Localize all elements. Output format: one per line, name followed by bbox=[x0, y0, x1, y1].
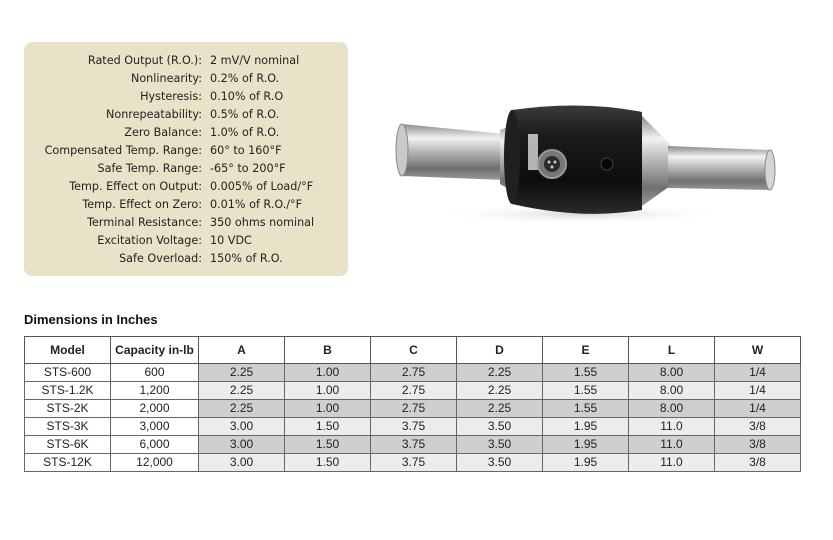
table-cell: 8.00 bbox=[629, 382, 715, 400]
table-cell: 1.00 bbox=[285, 400, 371, 418]
table-row bbox=[25, 364, 801, 382]
table-cell: 1.95 bbox=[543, 418, 629, 436]
spec-label: Nonlinearity: bbox=[130, 72, 202, 85]
spec-row bbox=[24, 160, 348, 178]
column-header: L bbox=[629, 337, 715, 364]
spec-row bbox=[24, 70, 348, 88]
column-header: A bbox=[199, 337, 285, 364]
spec-label: Nonrepeatability: bbox=[105, 108, 202, 121]
table-cell: STS-6K bbox=[25, 436, 111, 454]
spec-row bbox=[24, 142, 348, 160]
spec-label: Safe Overload: bbox=[119, 252, 202, 265]
table-cell: 2.75 bbox=[371, 400, 457, 418]
spec-label: Zero Balance: bbox=[124, 126, 202, 139]
table-cell: 1.50 bbox=[285, 418, 371, 436]
spec-value: 150% of R.O. bbox=[210, 252, 283, 265]
spec-value: 0.005% of Load/°F bbox=[210, 180, 314, 193]
table-cell: STS-3K bbox=[25, 418, 111, 436]
spec-row bbox=[24, 196, 348, 214]
table-cell: 2.25 bbox=[199, 364, 285, 382]
spec-label: Temp. Effect on Output: bbox=[69, 180, 202, 193]
table-cell: 11.0 bbox=[629, 418, 715, 436]
spec-value: 60° to 160°F bbox=[210, 144, 282, 157]
table-cell: 3.75 bbox=[371, 454, 457, 472]
table-row bbox=[25, 382, 801, 400]
table-cell: 2.25 bbox=[457, 364, 543, 382]
table-cell: 11.0 bbox=[629, 436, 715, 454]
table-cell: 1,200 bbox=[111, 382, 199, 400]
table-cell: 3,000 bbox=[111, 418, 199, 436]
table-row bbox=[25, 418, 801, 436]
table-cell: 1.95 bbox=[543, 454, 629, 472]
spec-row bbox=[24, 214, 348, 232]
table-cell: 3/8 bbox=[715, 454, 801, 472]
spec-label: Rated Output (R.O.): bbox=[87, 54, 202, 67]
table-cell: 3.75 bbox=[371, 418, 457, 436]
table-cell: 3.50 bbox=[457, 418, 543, 436]
spec-value: 0.5% of R.O. bbox=[210, 108, 280, 121]
table-cell: 3.50 bbox=[457, 436, 543, 454]
spec-value: 350 ohms nominal bbox=[210, 216, 315, 229]
spec-value: 0.2% of R.O. bbox=[210, 72, 280, 85]
table-cell: 1.55 bbox=[543, 400, 629, 418]
column-header: Capacity in-lb bbox=[111, 337, 199, 364]
table-cell: 2.25 bbox=[457, 382, 543, 400]
dimensions-title: Dimensions in Inches bbox=[24, 312, 158, 327]
table-row bbox=[25, 436, 801, 454]
column-header: D bbox=[457, 337, 543, 364]
table-cell: 2.25 bbox=[199, 382, 285, 400]
column-header: B bbox=[285, 337, 371, 364]
spec-row bbox=[24, 52, 348, 70]
table-cell: 2.75 bbox=[371, 382, 457, 400]
table-cell: 3/8 bbox=[715, 436, 801, 454]
spec-value: 10 VDC bbox=[210, 234, 252, 247]
table-row bbox=[25, 400, 801, 418]
column-header: W bbox=[715, 337, 801, 364]
spec-value: 0.01% of R.O./°F bbox=[210, 198, 303, 211]
table-header-row bbox=[25, 337, 801, 364]
table-cell: 1.00 bbox=[285, 382, 371, 400]
table-cell: STS-600 bbox=[25, 364, 111, 382]
torque-sensor-image bbox=[392, 92, 780, 226]
table-cell: 3.00 bbox=[199, 454, 285, 472]
spec-label: Temp. Effect on Zero: bbox=[82, 198, 202, 211]
table-cell: 1/4 bbox=[715, 400, 801, 418]
spec-row bbox=[24, 88, 348, 106]
spec-label: Compensated Temp. Range: bbox=[44, 144, 202, 157]
table-cell: 12,000 bbox=[111, 454, 199, 472]
table-cell: 1.00 bbox=[285, 364, 371, 382]
table-cell: 3.50 bbox=[457, 454, 543, 472]
table-cell: STS-12K bbox=[25, 454, 111, 472]
spec-row bbox=[24, 178, 348, 196]
spec-label: Hysteresis: bbox=[140, 90, 202, 103]
spec-row bbox=[24, 106, 348, 124]
table-cell: 2.75 bbox=[371, 364, 457, 382]
table-cell: 11.0 bbox=[629, 454, 715, 472]
table-cell: 3.75 bbox=[371, 436, 457, 454]
spec-label: Excitation Voltage: bbox=[97, 234, 202, 247]
table-cell: 1/4 bbox=[715, 382, 801, 400]
spec-label: Safe Temp. Range: bbox=[97, 162, 202, 175]
table-cell: 1.50 bbox=[285, 454, 371, 472]
table-cell: 3.00 bbox=[199, 418, 285, 436]
table-cell: 1.50 bbox=[285, 436, 371, 454]
table-cell: 3/8 bbox=[715, 418, 801, 436]
spec-value: 1.0% of R.O. bbox=[210, 126, 280, 139]
column-header: Model bbox=[25, 337, 111, 364]
spec-label: Terminal Resistance: bbox=[87, 216, 202, 229]
column-header: E bbox=[543, 337, 629, 364]
spec-row bbox=[24, 232, 348, 250]
table-cell: 1/4 bbox=[715, 364, 801, 382]
specifications-panel bbox=[24, 42, 348, 276]
table-cell: 6,000 bbox=[111, 436, 199, 454]
table-cell: 600 bbox=[111, 364, 199, 382]
spec-row bbox=[24, 124, 348, 142]
column-header: C bbox=[371, 337, 457, 364]
spec-value: 2 mV/V nominal bbox=[210, 54, 300, 67]
table-cell: 3.00 bbox=[199, 436, 285, 454]
table-cell: STS-1.2K bbox=[25, 382, 111, 400]
spec-value: -65° to 200°F bbox=[210, 162, 286, 175]
table-cell: 2.25 bbox=[457, 400, 543, 418]
table-cell: 2.25 bbox=[199, 400, 285, 418]
table-row bbox=[25, 454, 801, 472]
table-cell: STS-2K bbox=[25, 400, 111, 418]
dimensions-table bbox=[24, 336, 801, 472]
spec-value: 0.10% of R.O bbox=[210, 90, 284, 103]
table-cell: 2,000 bbox=[111, 400, 199, 418]
table-cell: 1.95 bbox=[543, 436, 629, 454]
table-cell: 8.00 bbox=[629, 400, 715, 418]
table-cell: 1.55 bbox=[543, 364, 629, 382]
table-cell: 8.00 bbox=[629, 364, 715, 382]
table-cell: 1.55 bbox=[543, 382, 629, 400]
spec-row bbox=[24, 250, 348, 268]
